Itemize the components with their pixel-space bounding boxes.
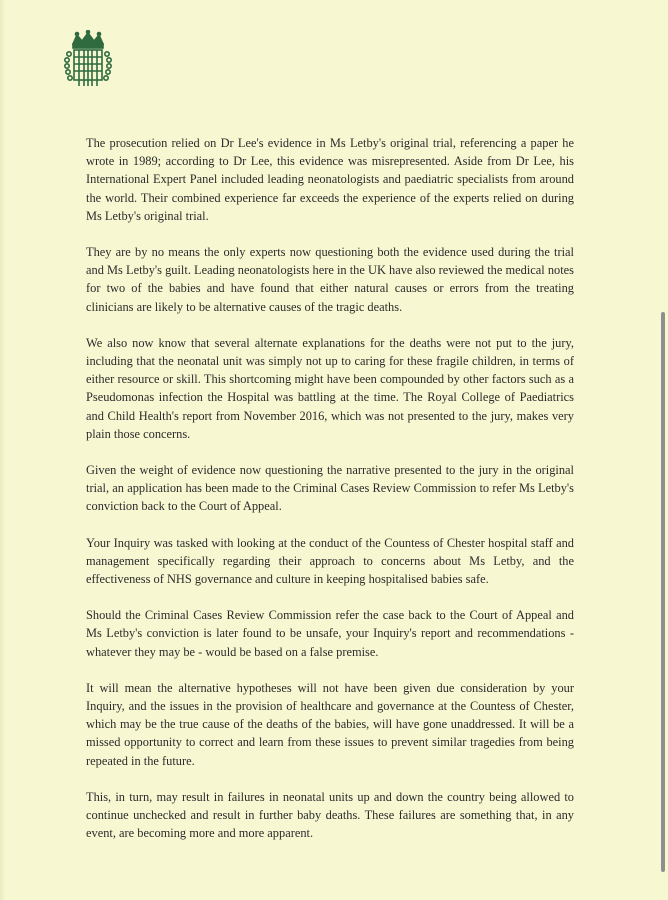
paragraph: They are by no means the only experts now questioning both the evidence used during the trial and Ms Letby's guilt. Leading neonatologists here in the UK have also reviewed the medical notes for two of the babies and have found that either natural causes or errors from the treating clinicians are likely to be alternative causes of the tragic deaths. [86,245,574,314]
paragraph: Your Inquiry was tasked with looking at the conduct of the Countess of Chester hospital staff and management specifically regarding their approach to concerns about Ms Letby, and the effectiveness of NHS governance and culture in keeping hospitalised babies safe. [86,535,574,587]
paragraph: The prosecution relied on Dr Lee's evidence in Ms Letby's original trial, referencing a paper he wrote in 1989; according to Dr Lee, this evidence was misrepresented. Aside from Dr Lee, his International Expert Panel included leading neonatologists and paediatric specialists from around the world. Their combined experience far exceeds the experience of the experts relied on during Ms Letby's original trial. [86,136,574,223]
vertical-scrollbar[interactable] [661,312,665,872]
portcullis-crest-icon [63,30,113,90]
paragraph: This, in turn, may result in failures in neonatal units up and down the country being allowed to continue unchecked and result in further baby deaths. These failures are something that, in any event, are becoming more and more apparent. [86,789,574,841]
paragraph: It will mean the alternative hypotheses will not have been given due consideration by your Inquiry, and the issues in the provision of healthcare and governance at the Countess of Chester, which may be the true cause of the deaths of the babies, will have gone unaddressed. It will be a missed opportunity to correct and learn from these issues to prevent similar tragedies from being repeated in the future. [86,680,574,768]
paragraph: Given the weight of evidence now questioning the narrative presented to the jury in the original trial, an application has been made to the Criminal Cases Review Commission to refer Ms Letby's conviction back to the Court of Appeal. [86,463,574,514]
letter-body [86,134,574,861]
paragraph: We also now know that several alternate explanations for the deaths were not put to the jury, including that the neonatal unit was simply not up to caring for these fragile children, in terms of either resource or skill. This shortcoming might have been compounded by other factors such as a Pseudomonas infection the Hospital was battling at the time. The Royal College of Paediatrics and Child Health's report from November 2016, which was not presented to the jury, makes very plain those concerns. [86,335,574,441]
paragraph: Should the Criminal Cases Review Commission refer the case back to the Court of Appeal and Ms Letby's conviction is later found to be unsafe, your Inquiry's report and recommendations - whatever they may be - would be based on a false premise. [86,608,574,659]
